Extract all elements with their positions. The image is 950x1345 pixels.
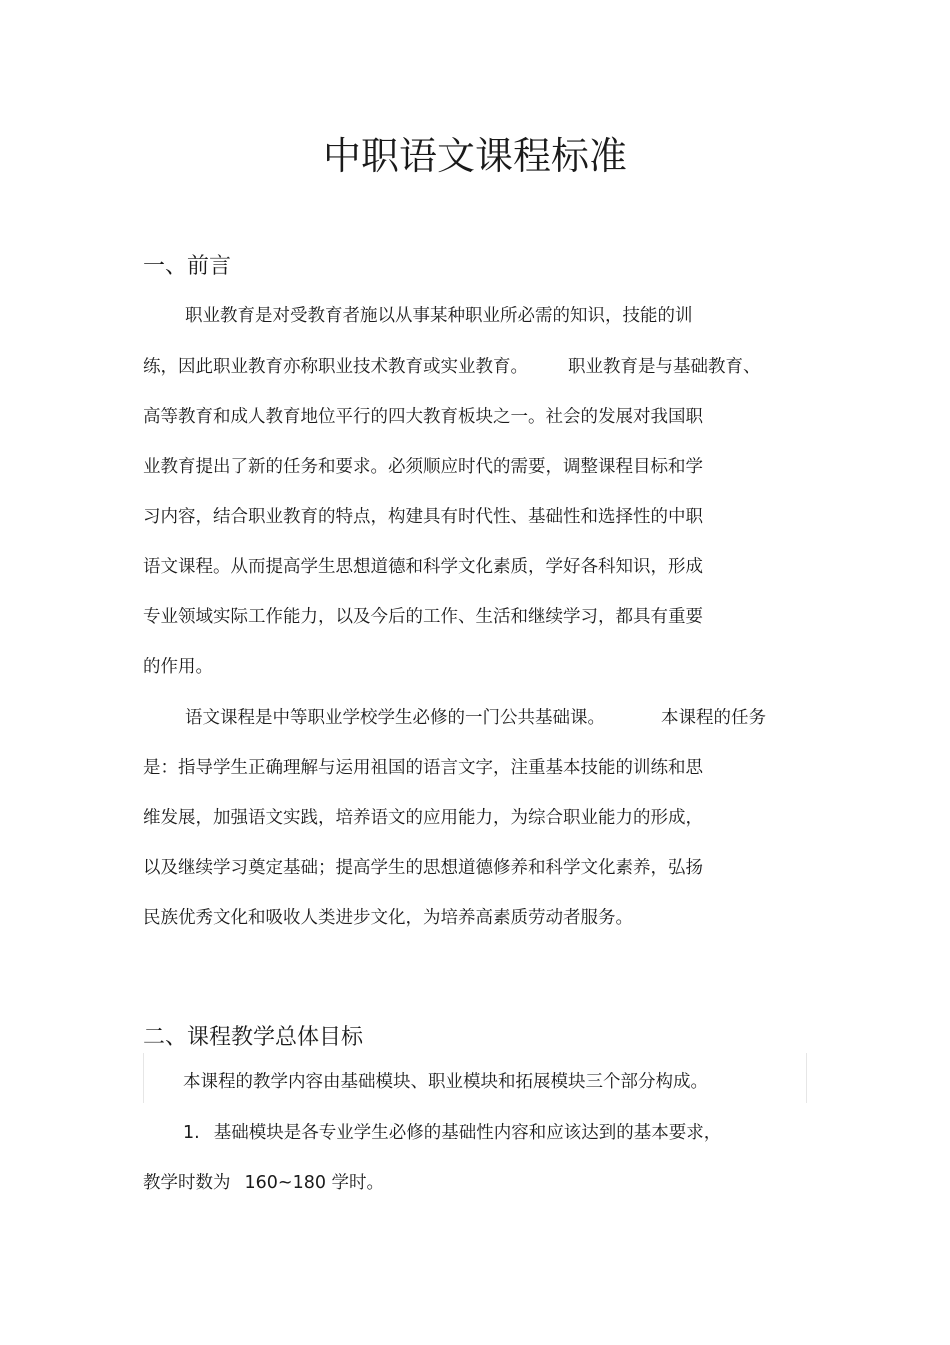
line-text: 职业教育是对受教育者施以从事某种职业所必需的知识，技能的训 (185, 306, 693, 326)
paragraph-line (183, 1069, 708, 1095)
paragraph-line (185, 303, 693, 329)
paragraph-line (143, 1170, 384, 1196)
line-text: 习内容，结合职业教育的特点，构建具有时代性、基础性和选择性的中职 (143, 507, 703, 527)
paragraph-line (143, 504, 703, 530)
paragraph-line (143, 404, 703, 430)
line-text: 以及继续学习奠定基础；提高学生的思想道德修养和科学文化素养，弘扬 (143, 858, 703, 878)
paragraph-line (143, 454, 703, 480)
line-text: 本课程的教学内容由基础模块、职业模块和拓展模块三个部分构成。 (183, 1072, 708, 1092)
paragraph-line (143, 654, 213, 680)
line-text: 民族优秀文化和吸收人类进步文化，为培养高素质劳动者服务。 (143, 908, 633, 928)
line-text: 维发展，加强语文实践，培养语文的应用能力，为综合职业能力的形成， (143, 808, 703, 828)
paragraph-line (143, 554, 703, 580)
line-text: 本课程的任务 (661, 708, 766, 728)
paragraph-line (143, 354, 761, 380)
line-text: 语文课程是中等职业学校学生必修的一门公共基础课。 (185, 708, 605, 728)
paragraph-line (143, 805, 703, 831)
list-number: 1. (183, 1123, 200, 1143)
line-text: 基础模块是各专业学生必修的基础性内容和应该达到的基本要求， (213, 1123, 722, 1143)
paragraph-line (143, 604, 703, 630)
list-item (183, 1120, 721, 1146)
paragraph-line (143, 755, 703, 781)
line-text: 练，因此职业教育亦称职业技术教育或实业教育。 (143, 357, 528, 377)
line-text: 高等教育和成人教育地位平行的四大教育板块之一。社会的发展对我国职 (143, 407, 703, 427)
paragraph-line (143, 905, 633, 931)
section-heading-objectives: 二、课程教学总体目标 (143, 1025, 364, 1050)
line-text: 教学时数为 (143, 1173, 231, 1193)
paragraph-line (143, 855, 703, 881)
line-text: 专业领域实际工作能力，以及今后的工作、生活和继续学习，都具有重要 (143, 607, 703, 627)
line-text: 业教育提出了新的任务和要求。必须顺应时代的需要，调整课程目标和学 (143, 457, 703, 477)
section-heading-preface: 一、前言 (143, 254, 232, 279)
paragraph-line (185, 705, 766, 731)
line-text: 职业教育是与基础教育、 (568, 357, 761, 377)
line-text: 是：指导学生正确理解与运用祖国的语言文字，注重基本技能的训练和思 (143, 758, 703, 778)
line-text: 的作用。 (143, 657, 213, 677)
document-title: 中职语文课程标准 (322, 134, 627, 178)
line-text: 语文课程。从而提高学生思想道德和科学文化素质，学好各科知识，形成 (143, 557, 703, 577)
line-text: 160~180 学时。 (244, 1173, 385, 1193)
